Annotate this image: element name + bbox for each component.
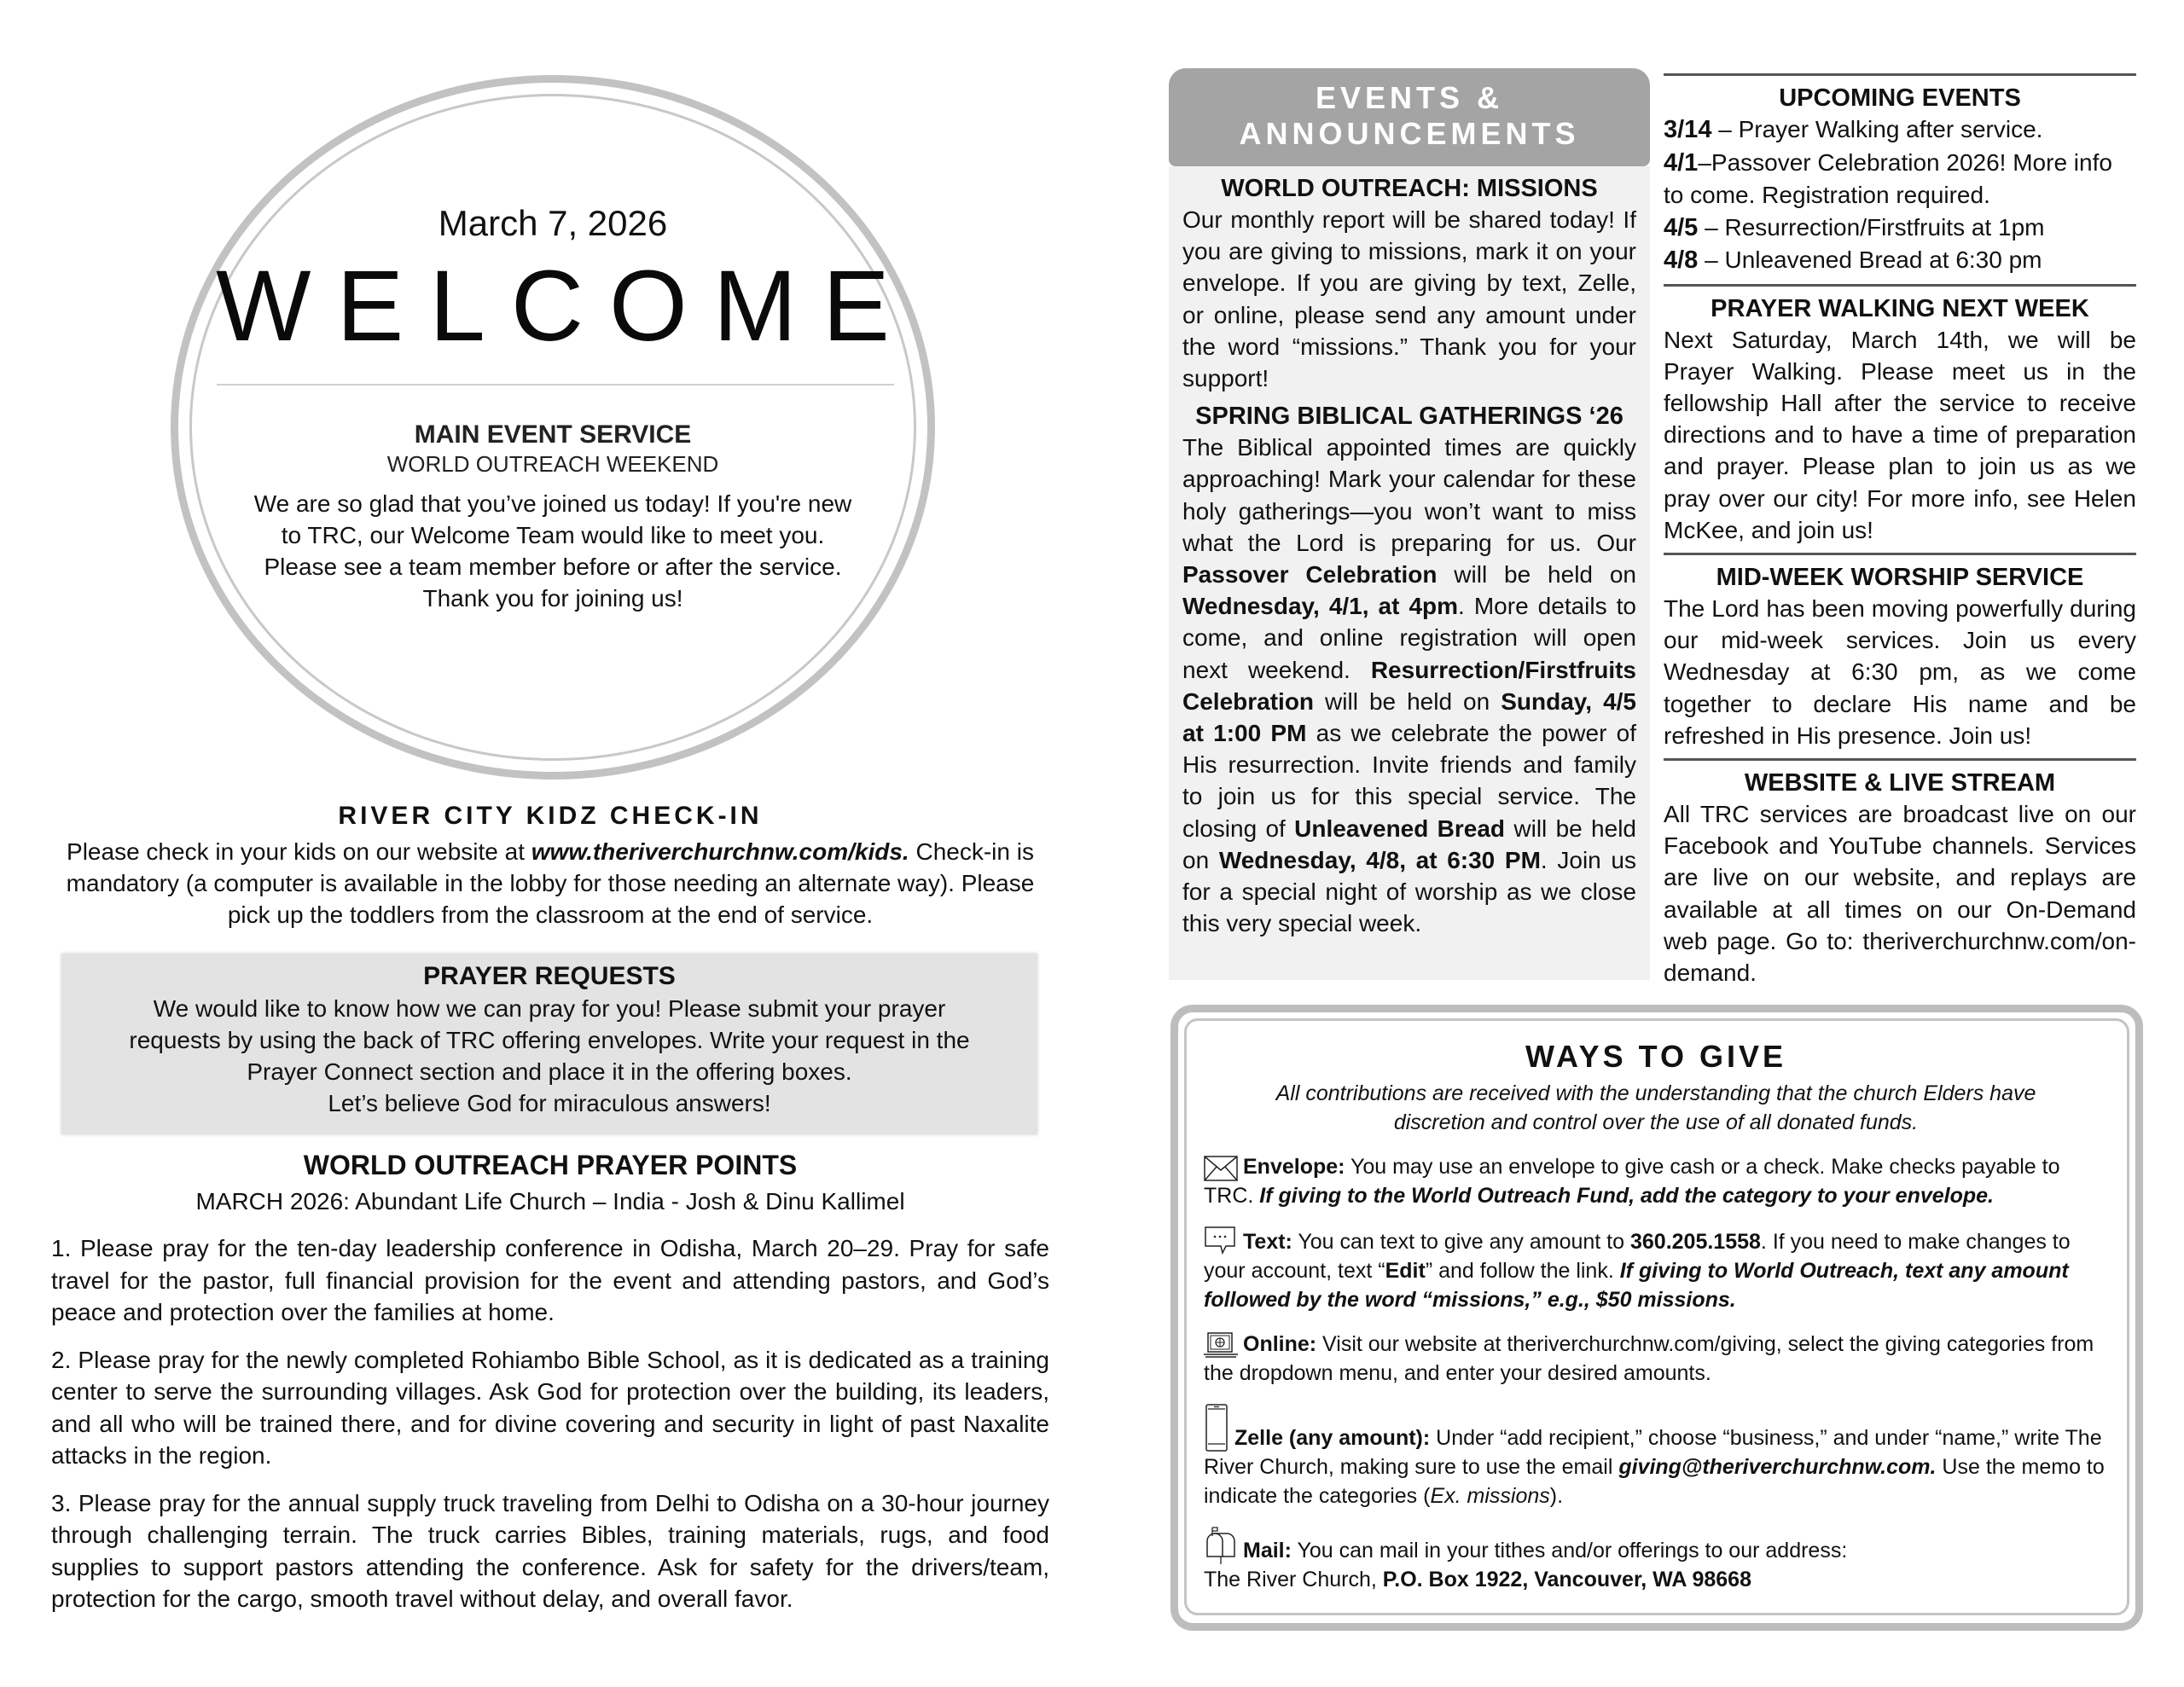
prayer-requests-box [61,954,1037,1134]
firstfruits-emphasis: Resurrection/Firstfruits Celebration [1182,656,1636,715]
section-divider [1664,73,2136,76]
prayer-requests-heading: PRAYER REQUESTS [423,962,676,990]
welcome-divider [217,384,894,386]
zelle-email[interactable]: giving@theriverchurchnw.com. [1618,1455,1937,1479]
outreach-heading: WORLD OUTREACH PRAYER POINTS [303,1150,798,1180]
unleavened-emphasis: Unleavened Bread [1294,815,1506,842]
envelope-icon [1204,1156,1238,1181]
upcoming-event-item: 3/14 – Prayer Walking after service. [1664,116,2043,143]
prayer-point: 2. Please pray for the newly completed Rohiambo Bible School, as it is dedicated as a training center to serve the surrounding villages. Ask God for protection over the building, its leaders, and all who will be trained there, and for divine covering and security in light of past Naxalite attacks in the region. [51,1346,1049,1469]
midweek-text: The Lord has been moving powerfully during our mid-week services. Join us every Wednesday at 6:30 pm, as we come together to declare His name and be refreshed in His presence. Join us! [1664,594,2136,749]
zelle-example: Ex. missions [1430,1484,1550,1508]
mailbox-icon [1204,1526,1238,1565]
upcoming-event-item: 4/8 – Unleavened Bread at 6:30 pm [1664,246,2042,274]
welcome-title: WELCOME [216,250,915,362]
events-body [1169,166,1650,980]
upcoming-events-section [1664,83,2136,277]
spring-gatherings-text: The Biblical appointed times are quickly approaching! Mark your calendar for these holy gatherings—you won’t want to miss what the Lord is preparing for us. Our Passover Celebration will be held on Wednesday, 4/1, at 4pm. More details to come, and online registration will open next weekend. Resurrection/Firstfruits Celebration will be held on Sunday, 4/5 at 1:00 PM as we celebrate the power of His resurrection. Invite friends and family to join us for this special service. The closing of Unleavened Bread will be held on Wednesday, 4/8, at 6:30 PM. Join us for a special night of worship as we close this very special week. [1182,434,1637,937]
text-note: If giving to World Outreach, text any amount followed by the word “missions,” e.g., $50 missions. [1204,1259,2069,1312]
give-envelope: Envelope: You may use an envelope to give cash or a check. Make checks payable to TRC. If giving to the World Outreach Fund, add the category to your envelope. [1204,1155,2060,1208]
laptop-globe-icon [1204,1331,1238,1359]
outreach-prayer-points [51,1147,1049,1615]
prayer-requests-line: requests by using the back of TRC offering envelopes. Write your request in the [129,1027,970,1053]
give-disclaimer: All contributions are received with the understanding that the church Elders have discretion and control over the use of all donated funds. [1275,1081,2036,1134]
firstfruits-date: Sunday, 4/5 at 1:00 PM [1182,687,1636,747]
upcoming-event-item: 4/5 – Resurrection/Firstfruits at 1pm [1664,213,2045,241]
prayer-walking-heading: PRAYER WALKING NEXT WEEK [1711,294,2089,322]
main-event-section [205,420,901,614]
welcome-message: We are so glad that you’ve joined us today! If you're new to TRC, our Welcome Team would like to meet you. Please see a team member before or after the service. Thank you for joining us! [253,490,852,612]
section-divider [1664,284,2136,287]
prayer-point: 1. Please pray for the ten-day leadership conference in Odisha, March 20–29. Pray for safe travel for the pastor, full financial provision for the event and attending pastors, and God’s peace and protection over the families at home. [51,1235,1049,1325]
missions-heading: WORLD OUTREACH: MISSIONS [1221,175,1598,202]
website-heading: WEBSITE & LIVE STREAM [1744,768,2056,797]
ways-to-give-box [1184,1018,2129,1615]
give-zelle: Zelle (any amount): Under “add recipient,” choose “business,” and under “name,” write The River Church, making sure to use the email giving@theriverchurchnw.com. Use the memo to indicate the categories (Ex. missions). [1204,1403,2108,1510]
give-online [1204,1330,2108,1388]
unleavened-date: Wednesday, 4/8, at 6:30 PM [1218,846,1541,873]
prayer-point: 3. Please pray for the annual supply truck traveling from Delhi to Odisha on a 30-hour journey through challenging terrain. The truck carries Bibles, training materials, rugs, and food supplies to support pastors attending the conference. Ask for safety for the drivers/team, protection for the cargo, smooth travel without delay, and overall favor. [51,1489,1049,1612]
passover-date: Wednesday, 4/1, at 4pm [1182,593,1459,620]
kidz-link[interactable]: www.theriverchurchnw.com/kids. [531,838,909,865]
kidz-text-after: Check-in is mandatory (a computer is available in the lobby for those needing an alternate way). Please pick up the toddlers from the classroom at the end of service. [66,838,1035,928]
text-phone-number: 360.205.1558 [1629,1230,1761,1254]
envelope-note: If giving to the World Outreach Fund, add the category to your envelope. [1259,1184,1994,1208]
give-text: Text: You can text to give any amount to 360.205.1558. If you need to make changes to your account, text “Edit” and follow the link. If giving to World Outreach, text any amount followed by the word “missions,” e.g., $50 missions. [1204,1226,2108,1314]
zelle-label: Zelle (any amount): [1234,1426,1431,1450]
kidz-checkin-section [51,800,1049,930]
envelope-label: Envelope: [1243,1155,1345,1179]
kidz-heading: RIVER CITY KIDZ CHECK-IN [338,802,763,830]
main-event-heading: MAIN EVENT SERVICE [414,420,692,449]
kidz-body [51,836,1049,930]
missions-text: Our monthly report will be shared today! If you are giving to missions, mark it on your envelope. If you are giving by text, Zelle, or online, please send any amount under the word “missions.” Thank you for your support! [1182,206,1636,392]
website-section [1664,768,2136,988]
kidz-text: Please check in your kids on our website at [67,838,531,865]
prayer-requests-line: We would like to know how we can pray for you! Please submit your prayer [153,995,946,1022]
spring-gatherings-heading: SPRING BIBLICAL GATHERINGS ‘26 [1195,403,1623,431]
online-label: Online: [1243,1332,1317,1356]
midweek-heading: MID-WEEK WORSHIP SERVICE [1716,563,2084,591]
events-header-line2: ANNOUNCEMENTS [1239,116,1580,151]
prayer-walking-section [1664,293,2136,546]
phone-icon [1204,1403,1229,1452]
bulletin-date: March 7, 2026 [438,203,668,243]
give-mail: Mail: You can mail in your tithes and/or offerings to our address: The River Church, P.O. Box 1922, Vancouver, WA 98668 [1204,1526,2108,1594]
online-text: Visit our website at theriverchurchnw.com/giving, select the giving categories from the dropdown menu, and enter your desired amounts. [1204,1332,2094,1385]
ways-to-give-heading: WAYS TO GIVE [1525,1039,1787,1074]
passover-emphasis: Passover Celebration [1182,561,1438,588]
chat-bubble-icon [1204,1226,1238,1256]
upcoming-event-item: 4/1–Passover Celebration 2026! More info to come. Registration required. [1664,148,2112,208]
mailing-address: P.O. Box 1922, Vancouver, WA 98668 [1382,1568,1751,1591]
prayer-walking-text: Next Saturday, March 14th, we will be Prayer Walking. Please meet us in the fellowship Hall after the service to receive directions and to have a time of preparation and prayer. Please plan to join us as we pray over our city! For more info, see Helen McKee, and join us! [1664,326,2136,543]
outreach-subheading: MARCH 2026: Abundant Life Church – India - Josh & Dinu Kallimel [195,1188,905,1215]
prayer-requests-line: Let’s believe God for miraculous answers! [328,1090,771,1116]
text-label: Text: [1243,1230,1292,1254]
events-header-line1: EVENTS & [1315,80,1504,115]
midweek-section [1664,562,2136,751]
mail-label: Mail: [1243,1539,1292,1562]
section-divider [1664,553,2136,555]
events-header [1169,68,1650,166]
prayer-requests-line: Prayer Connect section and place it in the offering boxes. [247,1058,852,1085]
announcements-sidebar [1664,73,2136,995]
section-divider [1664,758,2136,761]
text-edit-keyword: Edit [1385,1259,1426,1283]
main-event-subheading: WORLD OUTREACH WEEKEND [386,451,719,477]
website-text: All TRC services are broadcast live on our Facebook and YouTube channels. Services are live on our website, and replays are available at all times on our On-Demand web page. Go to: theriverchurchnw.com/on-demand. [1664,800,2136,986]
upcoming-events-heading: UPCOMING EVENTS [1779,84,2021,112]
